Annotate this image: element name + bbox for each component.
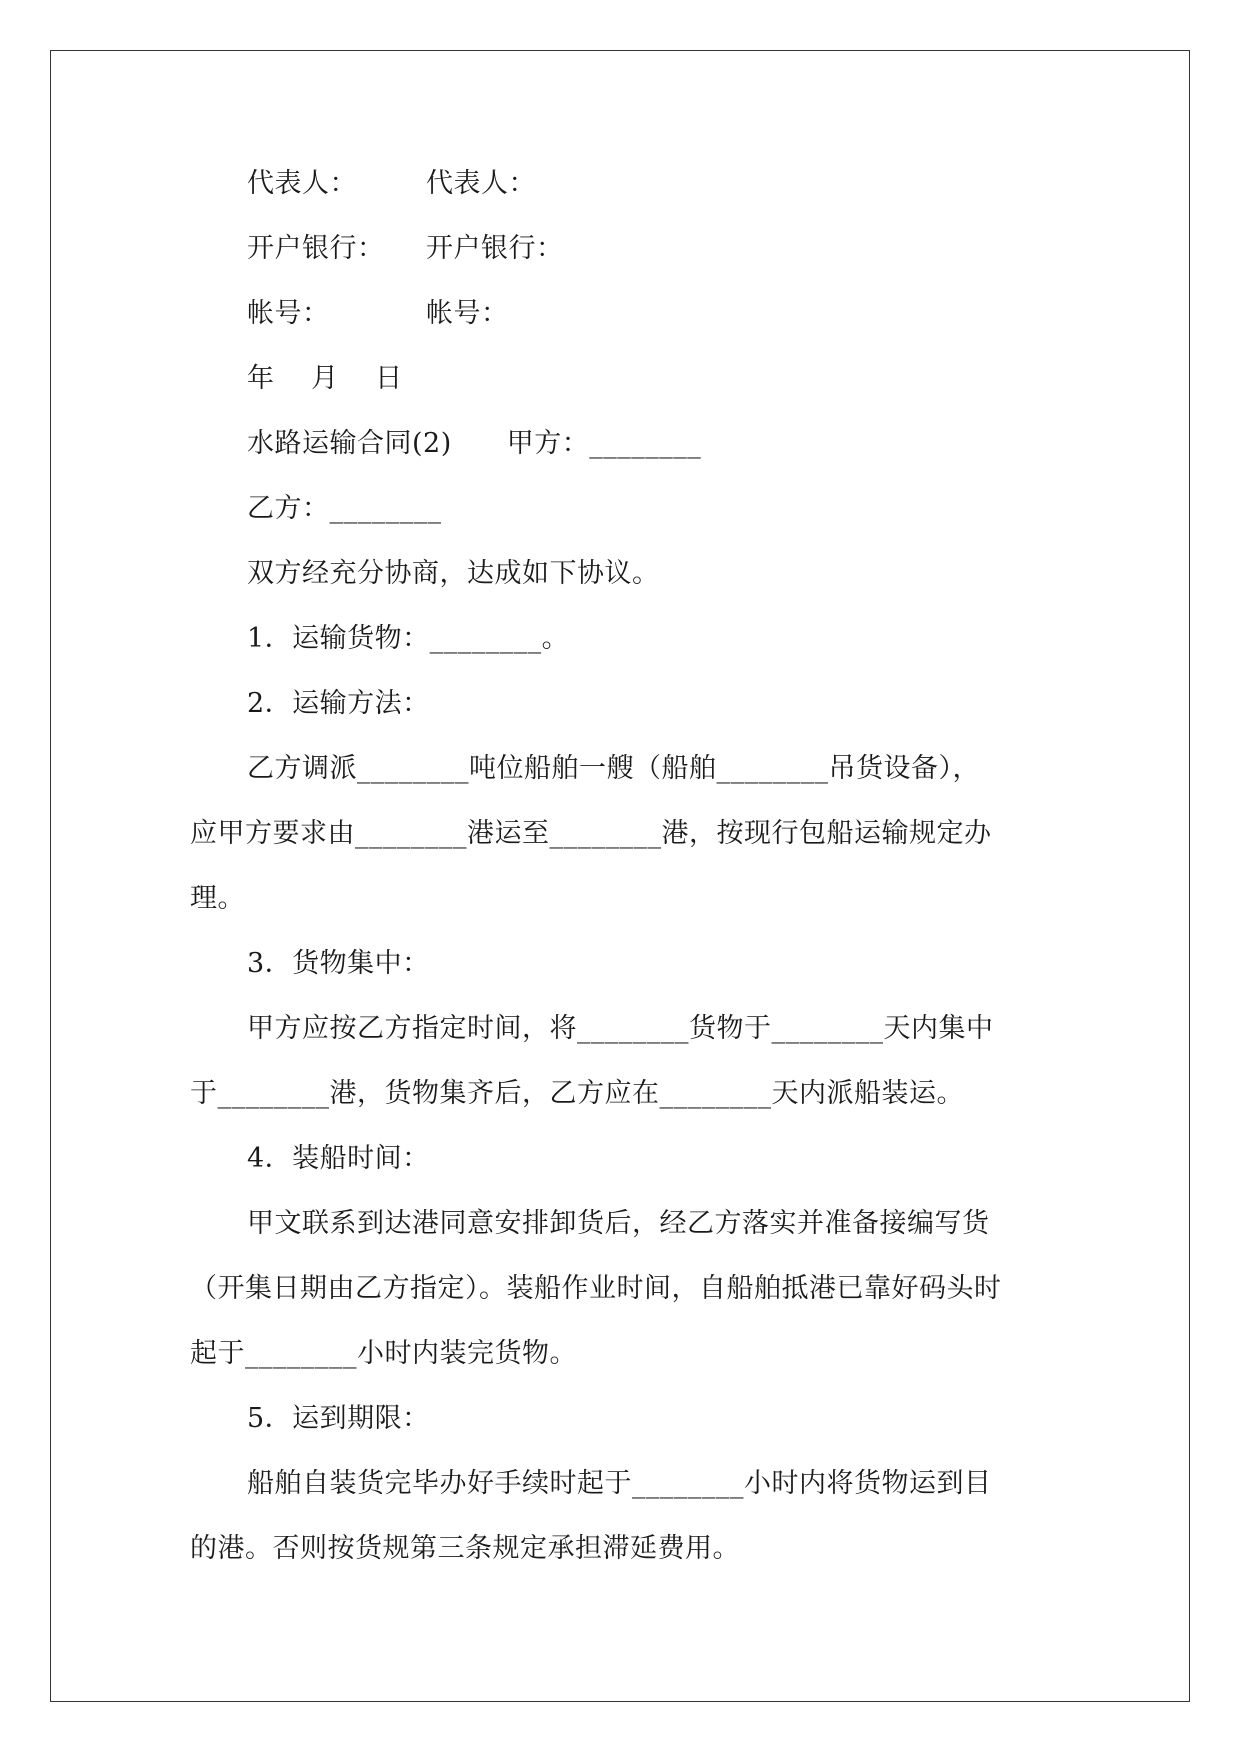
contract-title-line: 水路运输合同(2) 甲方：________ (247, 428, 702, 459)
clause-2-text-2: 应甲方要求由________港运至________港，按现行包船运输规定办 (190, 818, 992, 849)
clause-2-heading: 2．运输方法： (247, 688, 430, 719)
clause-3-text-1: 甲方应按乙方指定时间，将________货物于________天内集中 (247, 1013, 994, 1044)
party-b-line: 乙方：________ (247, 493, 442, 524)
clause-4-text-1: 甲文联系到达港同意安排卸货后，经乙方落实并准备接编写货 (247, 1208, 990, 1239)
clause-2-text-1: 乙方调派________吨位船舶一艘（船舶________吊货设备）， (247, 753, 980, 784)
page-border (50, 50, 1190, 1702)
date-line: 年 月 日 (247, 363, 403, 394)
clause-1-goods: 1．运输货物：________。 (247, 623, 570, 654)
clause-4-text-3: 起于________小时内装完货物。 (190, 1338, 577, 1369)
clause-3-heading: 3．货物集中： (247, 948, 430, 979)
bank-line: 开户银行： 开户银行： (247, 233, 564, 264)
account-line: 帐号： 帐号： (247, 298, 509, 329)
clause-3-text-2: 于________港，货物集齐后，乙方应在________天内派船装运。 (190, 1078, 964, 1109)
representative-line: 代表人： 代表人： (247, 168, 536, 199)
clause-4-heading: 4．装船时间： (247, 1143, 430, 1174)
clause-5-text-1: 船舶自装货完毕办好手续时起于________小时内将货物运到目 (247, 1468, 992, 1499)
clause-4-text-2: （开集日期由乙方指定）。装船作业时间，自船舶抵港已靠好码头时 (190, 1273, 1002, 1304)
clause-2-text-3: 理。 (190, 883, 245, 914)
agreement-intro: 双方经充分协商，达成如下协议。 (247, 558, 660, 589)
clause-5-heading: 5．运到期限： (247, 1403, 430, 1434)
clause-5-text-2: 的港。否则按货规第三条规定承担滞延费用。 (190, 1533, 740, 1564)
